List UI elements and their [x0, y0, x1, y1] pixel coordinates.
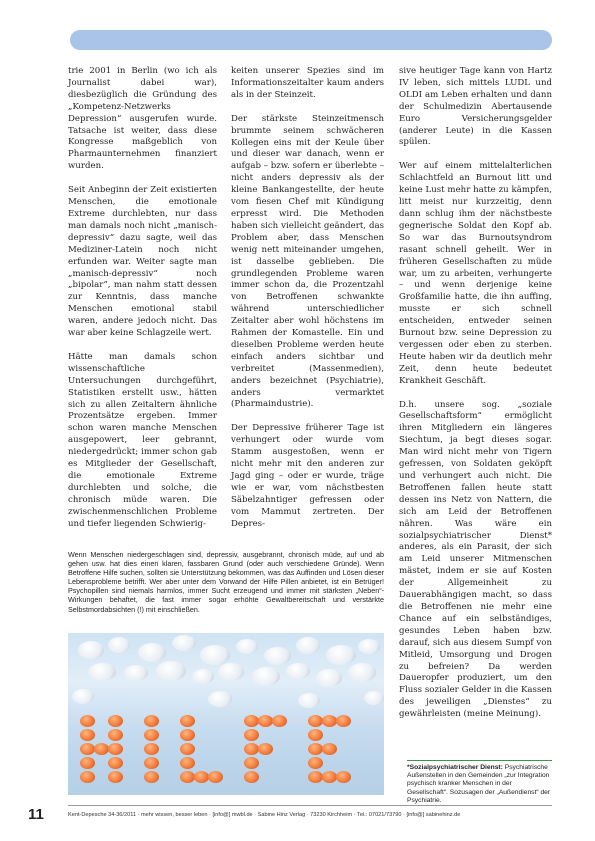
orange-pill	[244, 715, 259, 727]
orange-pill	[108, 715, 123, 727]
orange-pill	[80, 729, 95, 741]
paragraph: D.h. unsere sog. „soziale Gesellschaftsform“ ermöglicht ihren Mitgliedern ein längeres Siechtum, ja begt dieses sogar. Man wird nicht mehr von Tigern gefressen, von Soldaten geköpft und verhungert auch nicht. Die Betroffenen fallen heute statt dessen ins Netz von Nattern, die sich am Leid der Betroffenen nähren. Was wäre ein sozialpsychiatrischer Dienst* anderes, als ein Parasit, der sich am Leid unserer Mitmenschen mästet, indem er sie auf Kosten der Allgemeinheit zu Dauerabhängigen macht, so dass die Betroffenen nie mehr eine Chance auf ein selbständiges, gesundes Leben haben bzw. darauf, sich aus diesem Sumpf von Mitleid, Umsorgung und Drogen zu befreien? Da werden Daueropfer produziert, um den Fluss sozialer Gelder in die Kassen des jeweiligen „Dienstes“ zu gewährleisten (meine Meinung).	[399, 399, 552, 720]
footnote	[407, 760, 552, 805]
orange-pill	[322, 771, 337, 783]
orange-pill	[144, 757, 159, 769]
footnote-term: *Sozialpsychiatrischer Dienst:	[407, 764, 503, 771]
orange-pill	[180, 757, 195, 769]
paragraph: Hätte man damals schon wissenschaftliche Untersuchungen durchgeführt, Statistiken erstellt usw., hätten sich zu allen Zeitaltern ähnliche Prozentsätze ergeben. Immer schon waren manche Menschen ausgepowert, leer gebrannt, niedergedrückt; immer schon gab es Mitglieder der Gesellschaft, die emotionale Extreme durchlebten und solche, die chronisch müde waren. Die zwischenmenschlichen Probleme und tiefer liegenden Schwierig-	[68, 351, 217, 529]
orange-pill	[144, 729, 159, 741]
image-caption: Wenn Menschen niedergeschlagen sind, depressiv, ausgebrannt, chronisch müde, auf und ab gehen usw. hat dies einen klaren, fassbaren Grund (oder auch verschiedene Gründe). Wenn Betroffene Hilfe suchen, sollten sie Unterstützung bekommen, was das Auffinden und Lösen dieser Lebensprobleme betrifft. Wer aber unter dem Vorwand der Hilfe Pillen anbietet, ist ein Betrüger! Psychopillen sind niemals harmlos, immer Sucht erzeugend und immer mit stärksten „Neben“-Wirkungen behaftet, die fast immer sogar erhöhte Gewaltbereitschaft und verstärkte Selbstmordabsichten (!) mit einschließen.	[68, 550, 384, 614]
orange-pill	[180, 729, 195, 741]
footnote-text: Psychiatrische Außenstellen in den Gemeinden „zur Integration psychisch kranker Menschen in der Gesellschaft“. Sozusagen der „Außendienst“ der Psychiatrie.	[407, 764, 551, 804]
paragraph: Der Depressive früherer Tage ist verhungert oder wurde vom Stamm ausgestoßen, wenn er nicht mehr mit den anderen zur Jagd ging – oder er wurde, träge wie er war, vom nächstbesten Säbelzahntiger gefressen oder vom Mammut zertreten. Der Depres-	[231, 423, 384, 529]
paragraph: keiten unserer Spezies sind im Informationszeitalter kaum anders als in der Steinzeit.	[231, 66, 384, 100]
orange-pill	[258, 715, 273, 727]
paragraph: Wer auf einem mittelalterlichen Schlachtfeld an Burnout litt und keine Lust mehr hatte zu kämpfen, litt meist nur kurzzeitig, denn dann schlug ihm der nächstbeste gegnerische Soldat den Kopf ab. So war das Burnoutsyndrom rasant schnell geheilt. Wer in früheren Gesellschaften zu müde war, um zu arbeiten, verhungerte – und wenn derjenige keine Großfamilie hatte, die ihn auffing, musste er sich schnell entscheiden, entweder seinen Burnout bzw. seine Depression zu vergessen oder eben zu sterben. Heute haben wir da deutlich mehr Zeit, denn heute bedeutet Krankheit Geschäft.	[399, 161, 552, 386]
orange-pill	[322, 715, 337, 727]
orange-pill	[244, 729, 259, 741]
orange-pill	[322, 743, 337, 755]
pills-photo	[68, 633, 384, 795]
footer-divider	[68, 805, 552, 806]
page-number: 11	[28, 806, 44, 823]
orange-pill	[244, 743, 259, 755]
orange-pill	[336, 771, 351, 783]
header-banner	[70, 30, 552, 50]
orange-pill	[144, 743, 159, 755]
paragraph: Seit Anbeginn der Zeit existierten Menschen, die emotionale Extreme durchlebten, nur dass man damals noch nicht „manisch-depressiv“ dazu sagte, weil das Mediziner-Latein noch nicht erfunden war. Weiter sagte man „manisch-depressiv“ noch „bipolar“, man nahm statt dessen zur Kenntnis, dass manche Menschen emotional stabil waren, andere jedoch nicht. Das war aber keine Schlagzeile wert.	[68, 185, 217, 339]
text-column-2	[231, 66, 384, 543]
orange-pill	[180, 743, 195, 755]
orange-pill	[308, 743, 323, 755]
orange-pill	[194, 771, 209, 783]
orange-pill	[244, 771, 259, 783]
orange-pill	[336, 715, 351, 727]
orange-pill	[80, 743, 95, 755]
paragraph: sive heutiger Tage kann von Hartz IV leben, sich mittels LUDL und OLDI am Leben erhalten und dann der Schulmedizin Abertausende Euro Versicherungsgelder (anderer Leute) in die Kassen spülen.	[399, 66, 552, 148]
orange-pill	[258, 743, 273, 755]
orange-pill	[108, 729, 123, 741]
page-footer: Kent-Depesche 34-36/2011 · mehr wissen, besser leben · [info@] mwbl.de · Sabine Hinz Verlag · 73230 Kirchheim · Tel.: 07021/73790 · [info@] sabinehinz.de	[68, 812, 461, 818]
orange-pill	[308, 715, 323, 727]
orange-pill	[80, 715, 95, 727]
orange-pill	[108, 757, 123, 769]
orange-pill	[80, 771, 95, 783]
orange-pill	[244, 757, 259, 769]
orange-pill	[208, 771, 223, 783]
orange-pill	[108, 771, 123, 783]
orange-pill	[144, 771, 159, 783]
paragraph: Der stärkste Steinzeitmensch brummte seinem schwächeren Kollegen eins mit der Keule über und dieser war danach, wenn er aufgab – bzw. sofern er überlebte – nicht anders depressiv als der kleine Bankangestellte, der heute vom fiesen Chef mit Kündigung erpresst wird. Die Methoden haben sich vielleicht geändert, das Problem aber, dass Menschen wenig nett miteinander umgehen, ist dasselbe geblieben. Die grundlegenden Probleme waren immer schon da, die Prozentzahl von Betroffenen schwankte während unterschiedlicher Zeitalter aber wohl höchstens im Rahmen der Komastelle. Ein und dieselben Probleme werden heute einfach anders sichtbar und verbreitet (Massenmedien), anders bezeichnet (Psychiatrie), anders vermarktet (Pharmaindustrie).	[231, 113, 384, 410]
orange-pill	[144, 715, 159, 727]
text-column-3	[399, 66, 552, 733]
orange-pill	[94, 743, 109, 755]
paragraph: trie 2001 in Berlin (wo ich als Journalist dabei war), diesbezüglich die Gründung des „Kompetenz-Netzwerks Depression“ ausgerufen wurde. Tatsache ist weiter, dass diese Kongresse maßgeblich von Pharmaunternehmen finanziert wurden.	[68, 66, 217, 172]
orange-pill	[272, 715, 287, 727]
orange-pill	[308, 729, 323, 741]
orange-pill	[108, 743, 123, 755]
orange-pill	[308, 757, 323, 769]
orange-pill	[180, 715, 195, 727]
orange-pill	[180, 771, 195, 783]
orange-pill	[308, 771, 323, 783]
text-column-1	[68, 66, 217, 543]
orange-pill	[80, 757, 95, 769]
